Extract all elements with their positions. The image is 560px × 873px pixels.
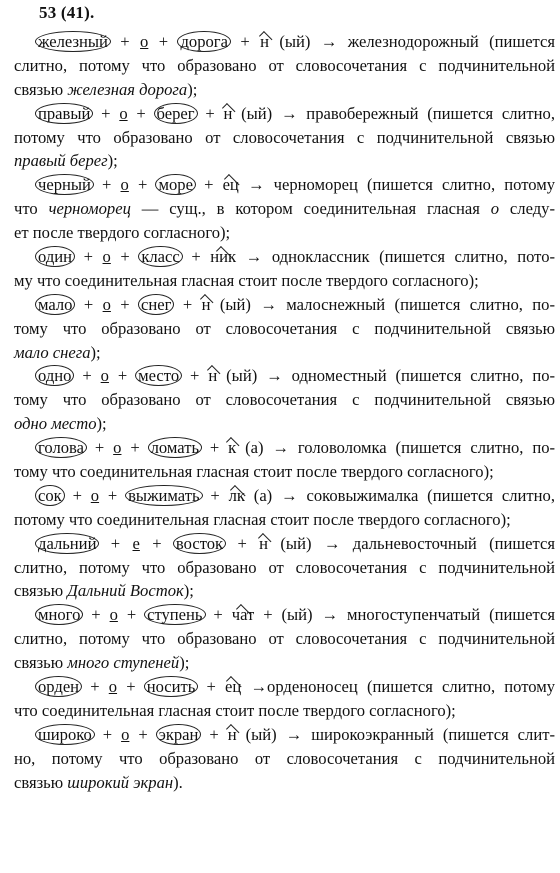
suffix-mark: н bbox=[201, 294, 211, 314]
text-segment: + bbox=[93, 724, 122, 744]
word-entry bbox=[14, 436, 555, 484]
circled-word: снег bbox=[138, 294, 174, 315]
circled-word: черный bbox=[35, 174, 94, 195]
text-line bbox=[14, 747, 555, 771]
connecting-vowel: о bbox=[119, 103, 128, 123]
text-line bbox=[14, 221, 555, 245]
text-segment: + bbox=[201, 485, 229, 505]
text-segment: + bbox=[81, 677, 109, 697]
text-segment: слитно, потому что образовано от словосочетания с подчинительной bbox=[14, 629, 555, 649]
circled-word: железный bbox=[35, 31, 111, 52]
circled-word: голова bbox=[35, 437, 87, 458]
suffix-mark: ник bbox=[210, 247, 237, 267]
connecting-vowel: е bbox=[132, 533, 140, 553]
text-segment: + bbox=[121, 438, 149, 458]
word-entry bbox=[14, 484, 555, 532]
text-segment: слитно, потому что образовано от словосочетания с подчинительной bbox=[14, 557, 555, 577]
text-segment: ); bbox=[187, 79, 198, 99]
word-entry bbox=[14, 532, 555, 604]
text-line bbox=[14, 436, 555, 460]
text-line bbox=[14, 364, 555, 388]
circled-word: орден bbox=[35, 676, 82, 697]
italic-phrase: о bbox=[490, 199, 500, 219]
text-segment: + bbox=[173, 294, 202, 314]
text-segment: + bbox=[73, 366, 101, 386]
text-segment: тому что соединительная гласная стоит после твердого согласного); bbox=[14, 462, 494, 482]
text-line bbox=[14, 579, 555, 603]
connecting-vowel: о bbox=[109, 605, 118, 625]
suffix-mark: н bbox=[223, 103, 233, 123]
text-segment: + bbox=[194, 175, 223, 195]
text-line bbox=[14, 149, 555, 173]
text-line bbox=[14, 675, 555, 699]
circled-word: носить bbox=[144, 676, 199, 697]
text-segment: что bbox=[14, 199, 49, 219]
text-segment: связью bbox=[14, 581, 68, 601]
connecting-vowel: о bbox=[108, 677, 118, 697]
text-segment: + bbox=[181, 247, 211, 267]
text-segment: связью bbox=[14, 772, 68, 792]
circled-word: класс bbox=[138, 246, 182, 267]
text-segment: слитно, потому что образовано от словосочетания с подчинительной bbox=[14, 55, 555, 75]
suffix-mark: ец bbox=[225, 677, 242, 697]
word-entry bbox=[14, 102, 555, 174]
text-segment: ет после твердого согласного); bbox=[14, 223, 231, 243]
text-segment: + bbox=[74, 294, 103, 314]
circled-word: море bbox=[155, 174, 195, 195]
text-line bbox=[14, 651, 555, 675]
suffix-mark: н bbox=[260, 32, 269, 51]
text-line bbox=[14, 508, 555, 532]
text-segment: тому что образовано от словосочетания с подчинительной связью bbox=[14, 390, 555, 410]
text-line bbox=[14, 78, 555, 102]
circled-word: одно bbox=[35, 365, 74, 386]
text-segment: связью bbox=[14, 79, 68, 99]
suffix-mark: ец bbox=[222, 175, 239, 195]
text-segment: потому что соединительная гласная стоит после твердого согласного); bbox=[14, 509, 511, 529]
circled-word: широко bbox=[35, 724, 95, 745]
text-line bbox=[14, 269, 555, 293]
text-segment: + bbox=[110, 294, 140, 314]
text-segment: му что соединительная гласная стоит после твердого согласного); bbox=[14, 270, 479, 290]
text-segment: (ый) → малоснежный (пишется слитно, по- bbox=[210, 294, 555, 314]
text-line bbox=[14, 460, 555, 484]
italic-phrase: черноморец bbox=[48, 199, 131, 219]
text-segment: + bbox=[148, 32, 179, 51]
text-segment: тому что образовано от словосочетания с подчинительной связью bbox=[14, 318, 555, 338]
suffix-mark: н bbox=[227, 724, 237, 744]
text-segment: → одноклассник (пишется слитно, пото- bbox=[236, 247, 555, 267]
italic-phrase: одно место bbox=[14, 414, 97, 434]
text-segment: ). bbox=[173, 772, 183, 792]
text-segment: + bbox=[92, 175, 121, 195]
text-line bbox=[14, 603, 555, 627]
text-line bbox=[14, 126, 555, 150]
circled-word: выжимать bbox=[125, 485, 202, 506]
text-line bbox=[14, 412, 555, 436]
text-segment: + bbox=[109, 32, 141, 51]
circled-word: восток bbox=[173, 533, 226, 554]
text-segment: →орденоносец (пишется слитно, потому bbox=[241, 677, 555, 697]
text-segment: (ый) → широкоэкранный (пишется слит- bbox=[236, 724, 555, 744]
text-line bbox=[14, 293, 555, 317]
text-segment: + bbox=[196, 103, 224, 123]
text-line bbox=[14, 341, 555, 365]
text-segment: + bbox=[108, 366, 137, 386]
text-segment: (ый) → одноместный (пишется слитно, по- bbox=[217, 366, 555, 386]
text-segment: + bbox=[82, 605, 110, 625]
suffix-mark: н bbox=[208, 366, 218, 386]
circled-word: экран bbox=[156, 724, 202, 745]
text-segment: + bbox=[74, 247, 103, 267]
text-segment: + bbox=[129, 724, 157, 744]
word-entry bbox=[14, 675, 555, 723]
text-segment: + bbox=[139, 533, 174, 553]
text-segment: + bbox=[117, 677, 145, 697]
circled-word: мало bbox=[35, 294, 75, 315]
connecting-vowel: о bbox=[90, 485, 100, 505]
exercise-body bbox=[14, 30, 555, 795]
text-line bbox=[14, 484, 555, 508]
italic-phrase: железная дорога bbox=[67, 79, 188, 99]
text-segment: + bbox=[200, 724, 228, 744]
circled-word: дорога bbox=[177, 31, 231, 52]
text-line bbox=[14, 532, 555, 556]
text-line bbox=[14, 54, 555, 78]
connecting-vowel: о bbox=[102, 294, 111, 314]
text-segment: ); bbox=[179, 653, 190, 673]
text-segment: + bbox=[86, 438, 114, 458]
text-line bbox=[14, 197, 555, 221]
text-line bbox=[14, 771, 555, 795]
text-segment: (ый) → правобережный (пишется слитно, bbox=[232, 103, 555, 123]
italic-phrase: мало снега bbox=[14, 342, 91, 362]
word-entry bbox=[14, 245, 555, 293]
text-segment: но, потому что образовано от словосочетания с подчинительной bbox=[14, 748, 555, 768]
text-segment: — сущ., в котором соединительная гласная bbox=[130, 199, 491, 219]
word-entry bbox=[14, 173, 555, 245]
text-line bbox=[14, 173, 555, 197]
text-segment: ); bbox=[183, 581, 194, 601]
text-segment: + bbox=[201, 438, 229, 458]
connecting-vowel: о bbox=[120, 175, 129, 195]
text-segment: (а) → головоломка (пишется слитно, по- bbox=[236, 438, 555, 458]
text-segment: + bbox=[92, 103, 120, 123]
text-line bbox=[14, 699, 555, 723]
text-segment: ); bbox=[96, 414, 107, 434]
text-segment: ); bbox=[107, 151, 118, 171]
connecting-vowel: о bbox=[100, 366, 109, 386]
circled-word: место bbox=[135, 365, 182, 386]
italic-phrase: широкий экран bbox=[67, 772, 174, 792]
text-segment: + bbox=[225, 533, 260, 553]
text-segment: потому что образовано от словосочетания с подчинительной связью bbox=[14, 127, 555, 147]
text-line bbox=[14, 30, 555, 54]
text-segment: (а) → соковыжималка (пишется слитно, bbox=[244, 485, 555, 505]
text-segment: + bbox=[229, 32, 261, 51]
text-segment: + bbox=[127, 103, 155, 123]
text-segment: (ый) → железнодорожный (пишется bbox=[268, 32, 555, 51]
italic-phrase: правый берег bbox=[14, 151, 108, 171]
text-segment: + bbox=[63, 485, 91, 505]
italic-phrase: много ступеней bbox=[67, 653, 180, 673]
text-line bbox=[14, 556, 555, 580]
text-line bbox=[14, 245, 555, 269]
suffix-mark: лк bbox=[228, 485, 245, 505]
suffix-mark: чат bbox=[231, 605, 255, 625]
text-segment: (ый) → дальневосточный (пишется bbox=[268, 533, 555, 553]
connecting-vowel: о bbox=[113, 438, 122, 458]
connecting-vowel: о bbox=[140, 32, 149, 51]
word-entry bbox=[14, 30, 555, 102]
text-segment: что соединительная гласная стоит после твердого согласного); bbox=[14, 700, 456, 720]
word-entry bbox=[14, 723, 555, 795]
exercise-number: 53 (41). bbox=[39, 3, 95, 22]
circled-word: ломать bbox=[148, 437, 202, 458]
text-segment: → черноморец (пишется слитно, потому bbox=[238, 175, 555, 195]
text-segment: + bbox=[204, 605, 232, 625]
word-entry bbox=[14, 364, 555, 436]
text-segment: + bbox=[99, 485, 127, 505]
circled-word: ступень bbox=[144, 604, 205, 625]
text-segment: связью bbox=[14, 653, 68, 673]
text-segment: + bbox=[98, 533, 133, 553]
text-line bbox=[14, 388, 555, 412]
text-segment: ); bbox=[90, 342, 101, 362]
text-segment: + bbox=[197, 677, 226, 697]
text-segment: + bbox=[181, 366, 209, 386]
text-segment: следу- bbox=[499, 199, 555, 219]
suffix-mark: н bbox=[259, 533, 269, 553]
text-line bbox=[14, 102, 555, 126]
word-entry bbox=[14, 293, 555, 365]
circled-word: много bbox=[35, 604, 83, 625]
text-segment: + bbox=[110, 247, 140, 267]
circled-word: сок bbox=[35, 485, 65, 506]
text-segment: + (ый) → многоступенчатый (пишется bbox=[254, 605, 555, 625]
text-segment: + bbox=[128, 175, 157, 195]
circled-word: один bbox=[35, 246, 75, 267]
circled-word: дальний bbox=[35, 533, 99, 554]
circled-word: правый bbox=[35, 103, 93, 124]
word-entry bbox=[14, 603, 555, 675]
connecting-vowel: о bbox=[121, 724, 130, 744]
text-line bbox=[14, 723, 555, 747]
text-segment: + bbox=[117, 605, 146, 625]
text-line bbox=[14, 317, 555, 341]
circled-word: берег bbox=[154, 103, 198, 124]
connecting-vowel: о bbox=[102, 247, 111, 267]
italic-phrase: Дальний Восток bbox=[67, 581, 184, 601]
suffix-mark: к bbox=[228, 438, 237, 458]
text-line bbox=[14, 627, 555, 651]
